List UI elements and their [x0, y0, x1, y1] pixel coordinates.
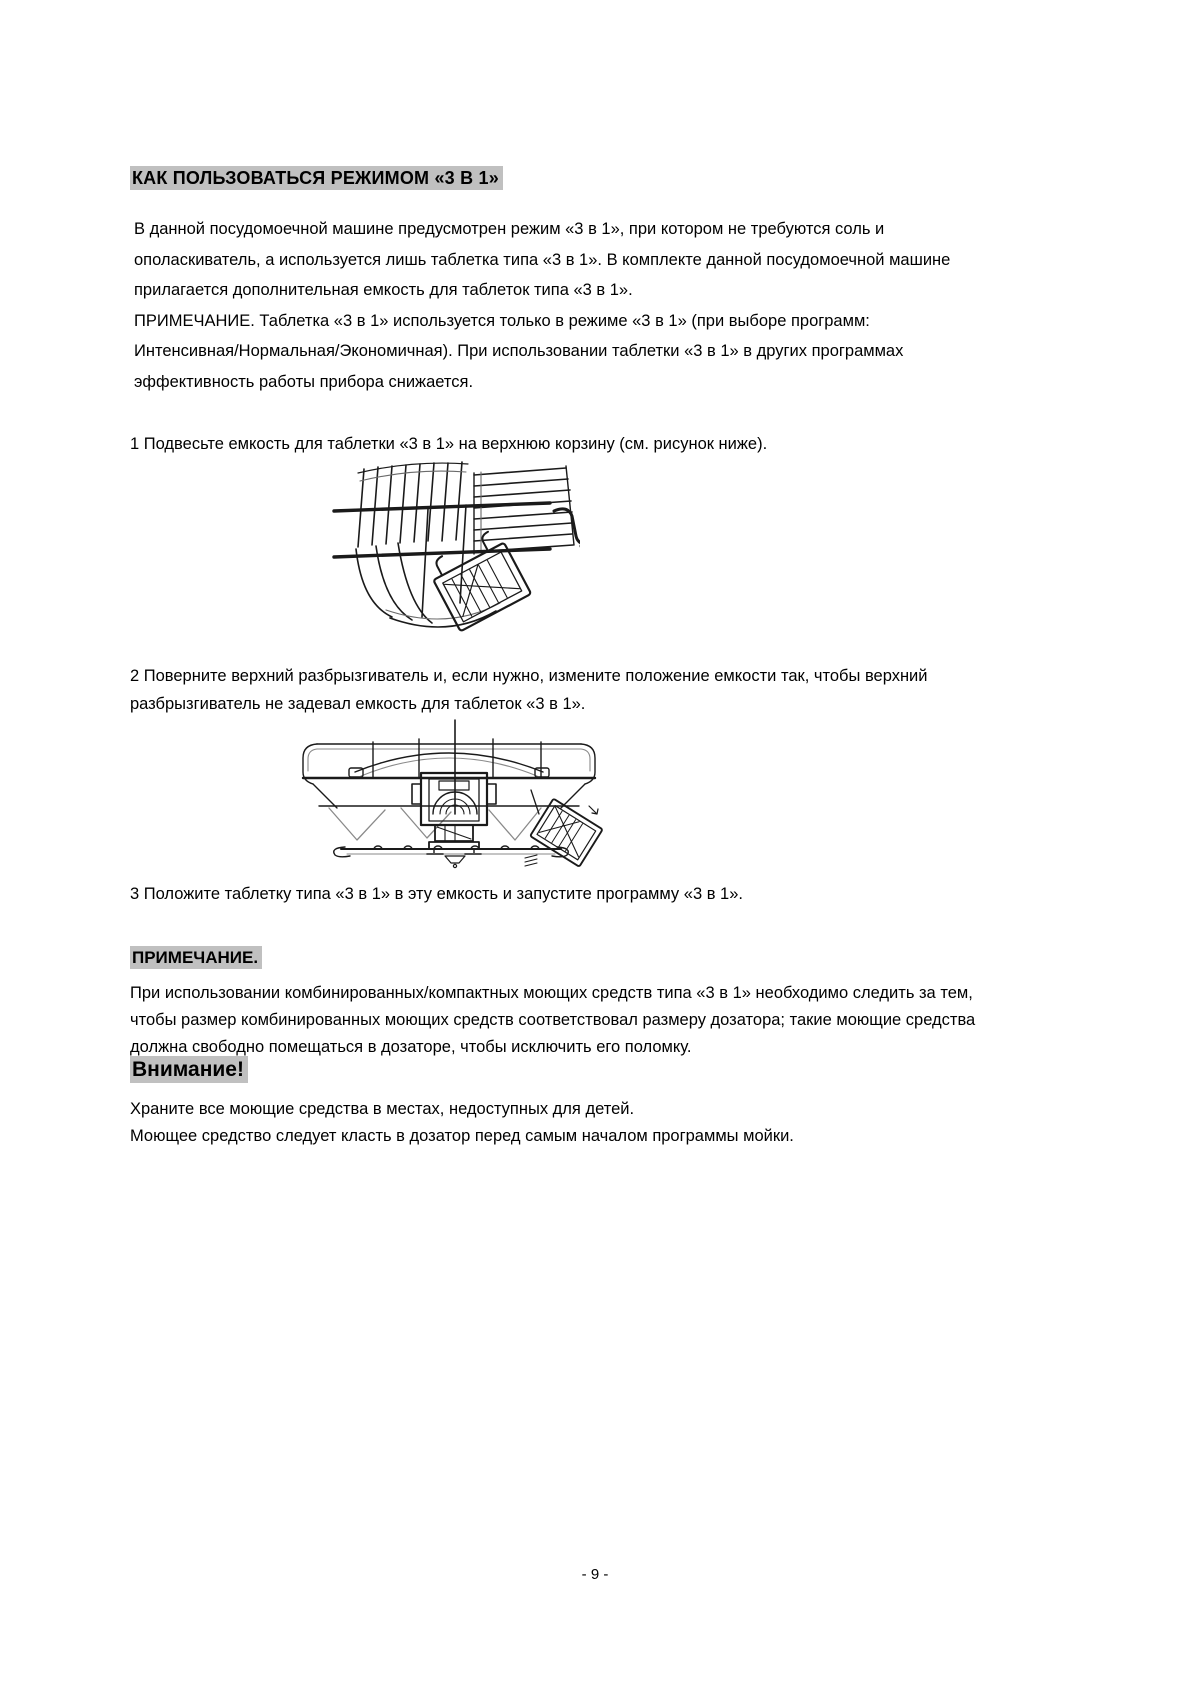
step-3-text: 3 Положите таблетку типа «3 в 1» в эту емкость и запустите программу «3 в 1».	[130, 885, 743, 903]
note-heading	[130, 948, 262, 968]
note-line: должна свободно помещаться в дозаторе, чтобы исключить его поломку.	[130, 1038, 692, 1056]
step-1-text: 1 Подвесьте емкость для таблетки «3 в 1» на верхнюю корзину (см. рисунок ниже).	[130, 435, 768, 453]
warning-line: Моющее средство следует класть в дозатор перед самым началом программы мойки.	[130, 1127, 794, 1145]
basket-side-view-spray-arm-and-holder-illustration	[293, 718, 605, 870]
step-2-line: разбрызгиватель не задевал емкость для таблеток «3 в 1».	[130, 695, 586, 713]
step-2-line: 2 Поверните верхний разбрызгиватель и, если нужно, измените положение емкости так, чтобы верхний	[130, 667, 928, 685]
warning-line: Храните все моющие средства в местах, недоступных для детей.	[130, 1100, 635, 1118]
intro-line: прилагается дополнительная емкость для таблеток типа «3 в 1».	[134, 281, 633, 299]
section-title	[130, 168, 503, 189]
section-title-text: КАК ПОЛЬЗОВАТЬСЯ РЕЖИМОМ «3 В 1»	[130, 166, 503, 190]
intro-line: ополаскиватель, а используется лишь таблетка типа «3 в 1». В комплекте данной посудомоечной машине	[134, 250, 951, 269]
warning-paragraph	[130, 1096, 794, 1150]
note-paragraph	[130, 980, 975, 1061]
note-line: чтобы размер комбинированных моющих средств соответствовал размеру дозатора; такие моющие средства	[130, 1011, 976, 1029]
intro-paragraph	[134, 214, 950, 397]
upper-basket-with-3in1-tablet-holder-illustration	[328, 453, 580, 651]
intro-line: Интенсивная/Нормальная/Экономичная). При использовании таблетки «3 в 1» в других программах	[134, 342, 904, 360]
intro-line: ПРИМЕЧАНИЕ. Таблетка «3 в 1» используется только в режиме «3 в 1» (при выборе программ:	[134, 311, 870, 330]
step-2-text	[130, 662, 928, 718]
figure-1	[328, 453, 580, 651]
page-number: - 9 -	[581, 1566, 609, 1583]
intro-line: эффективность работы прибора снижается.	[134, 372, 474, 391]
warning-heading	[130, 1058, 248, 1082]
warning-heading-text: Внимание!	[130, 1056, 248, 1083]
note-line: При использовании комбинированных/компактных моющих средств типа «3 в 1» необходимо следить за тем,	[130, 984, 973, 1002]
note-heading-text: ПРИМЕЧАНИЕ.	[130, 946, 262, 969]
intro-line: В данной посудомоечной машине предусмотрен режим «3 в 1», при котором не требуются соль и	[134, 220, 885, 238]
figure-2	[293, 718, 605, 870]
